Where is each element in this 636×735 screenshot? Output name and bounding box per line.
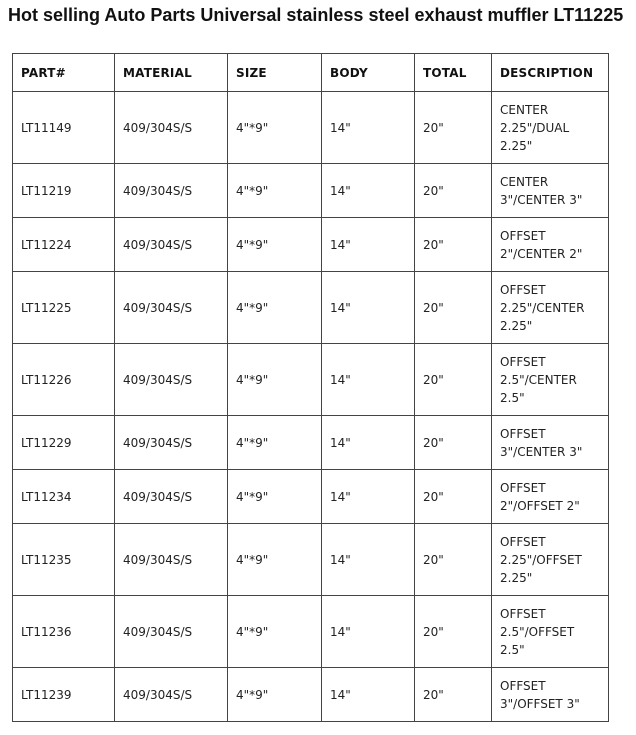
cell-size: 4"*9" bbox=[228, 668, 322, 722]
cell-total: 20" bbox=[415, 92, 492, 164]
cell-description: OFFSET 3"/OFFSET 3" bbox=[492, 668, 609, 722]
cell-material: 409/304S/S bbox=[115, 668, 228, 722]
cell-size: 4"*9" bbox=[228, 218, 322, 272]
cell-description: OFFSET 2.25"/OFFSET 2.25" bbox=[492, 524, 609, 596]
cell-body: 14" bbox=[322, 524, 415, 596]
cell-material: 409/304S/S bbox=[115, 218, 228, 272]
cell-size: 4"*9" bbox=[228, 524, 322, 596]
header-size: SIZE bbox=[228, 54, 322, 92]
cell-material: 409/304S/S bbox=[115, 272, 228, 344]
cell-body: 14" bbox=[322, 164, 415, 218]
table-header-row bbox=[13, 54, 609, 92]
cell-body: 14" bbox=[322, 416, 415, 470]
table-row bbox=[13, 524, 609, 596]
cell-body: 14" bbox=[322, 218, 415, 272]
table-row bbox=[13, 596, 609, 668]
cell-material: 409/304S/S bbox=[115, 524, 228, 596]
cell-part: LT11226 bbox=[13, 344, 115, 416]
cell-description: OFFSET 2"/OFFSET 2" bbox=[492, 470, 609, 524]
cell-material: 409/304S/S bbox=[115, 344, 228, 416]
cell-body: 14" bbox=[322, 596, 415, 668]
cell-description: OFFSET 3"/CENTER 3" bbox=[492, 416, 609, 470]
table-row bbox=[13, 470, 609, 524]
table-row bbox=[13, 218, 609, 272]
cell-total: 20" bbox=[415, 272, 492, 344]
cell-size: 4"*9" bbox=[228, 416, 322, 470]
cell-total: 20" bbox=[415, 524, 492, 596]
cell-material: 409/304S/S bbox=[115, 92, 228, 164]
cell-size: 4"*9" bbox=[228, 164, 322, 218]
cell-size: 4"*9" bbox=[228, 272, 322, 344]
table-row bbox=[13, 272, 609, 344]
cell-description: OFFSET 2.25"/CENTER 2.25" bbox=[492, 272, 609, 344]
cell-description: OFFSET 2.5"/OFFSET 2.5" bbox=[492, 596, 609, 668]
cell-description: OFFSET 2.5"/CENTER 2.5" bbox=[492, 344, 609, 416]
cell-body: 14" bbox=[322, 272, 415, 344]
page-title: Hot selling Auto Parts Universal stainless steel exhaust muffler LT11225 bbox=[8, 5, 624, 25]
cell-total: 20" bbox=[415, 416, 492, 470]
cell-part: LT11219 bbox=[13, 164, 115, 218]
cell-part: LT11236 bbox=[13, 596, 115, 668]
header-material: MATERIAL bbox=[115, 54, 228, 92]
cell-description: CENTER 3"/CENTER 3" bbox=[492, 164, 609, 218]
cell-size: 4"*9" bbox=[228, 596, 322, 668]
cell-part: LT11149 bbox=[13, 92, 115, 164]
cell-part: LT11229 bbox=[13, 416, 115, 470]
header-part: PART# bbox=[13, 54, 115, 92]
header-body: BODY bbox=[322, 54, 415, 92]
cell-part: LT11225 bbox=[13, 272, 115, 344]
cell-part: LT11234 bbox=[13, 470, 115, 524]
table-row bbox=[13, 92, 609, 164]
table-row bbox=[13, 344, 609, 416]
cell-body: 14" bbox=[322, 470, 415, 524]
cell-part: LT11235 bbox=[13, 524, 115, 596]
cell-total: 20" bbox=[415, 218, 492, 272]
spec-table bbox=[12, 53, 609, 722]
cell-description: CENTER 2.25"/DUAL 2.25" bbox=[492, 92, 609, 164]
cell-total: 20" bbox=[415, 344, 492, 416]
cell-body: 14" bbox=[322, 92, 415, 164]
cell-body: 14" bbox=[322, 668, 415, 722]
cell-total: 20" bbox=[415, 470, 492, 524]
cell-description: OFFSET 2"/CENTER 2" bbox=[492, 218, 609, 272]
cell-total: 20" bbox=[415, 164, 492, 218]
cell-material: 409/304S/S bbox=[115, 164, 228, 218]
header-total: TOTAL bbox=[415, 54, 492, 92]
cell-total: 20" bbox=[415, 668, 492, 722]
cell-body: 14" bbox=[322, 344, 415, 416]
cell-part: LT11239 bbox=[13, 668, 115, 722]
table-row bbox=[13, 668, 609, 722]
cell-size: 4"*9" bbox=[228, 92, 322, 164]
cell-size: 4"*9" bbox=[228, 470, 322, 524]
table-row bbox=[13, 164, 609, 218]
cell-material: 409/304S/S bbox=[115, 596, 228, 668]
header-description: DESCRIPTION bbox=[492, 54, 609, 92]
cell-size: 4"*9" bbox=[228, 344, 322, 416]
cell-material: 409/304S/S bbox=[115, 470, 228, 524]
cell-material: 409/304S/S bbox=[115, 416, 228, 470]
cell-part: LT11224 bbox=[13, 218, 115, 272]
cell-total: 20" bbox=[415, 596, 492, 668]
table-row bbox=[13, 416, 609, 470]
